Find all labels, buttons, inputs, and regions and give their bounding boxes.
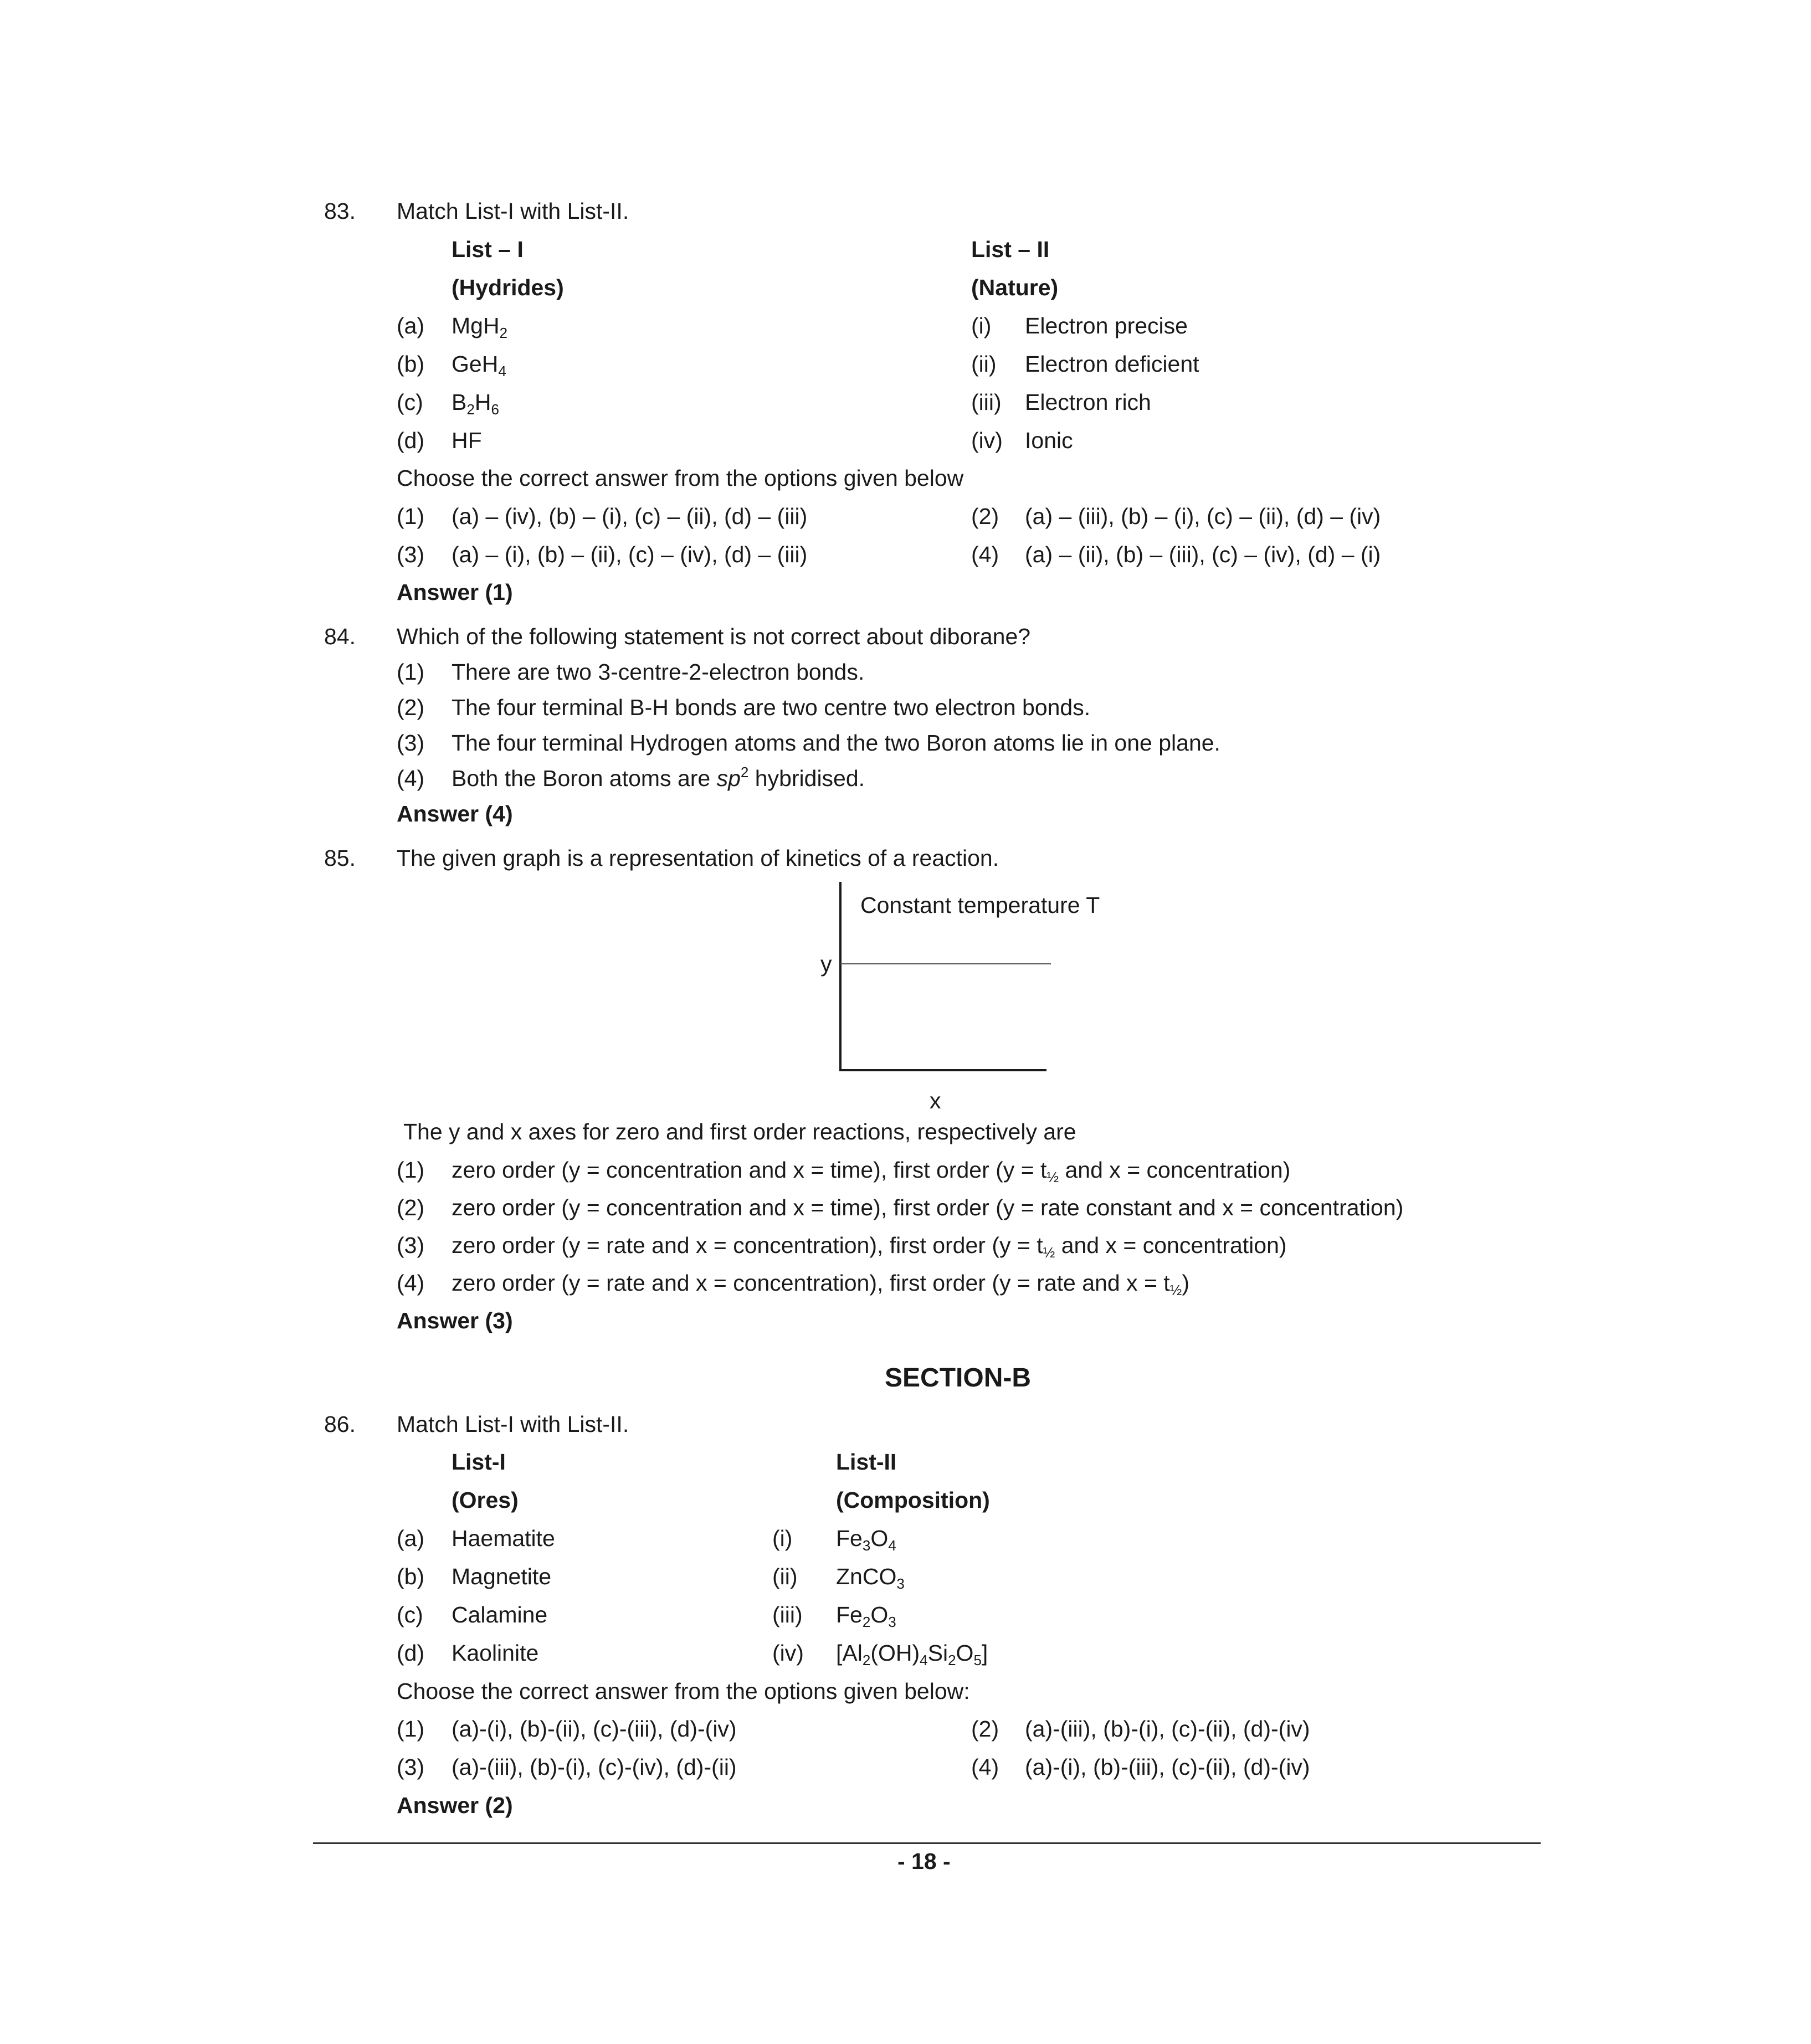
option-number: (1) bbox=[397, 659, 425, 685]
question-number: 85. bbox=[324, 845, 356, 871]
option-number: (4) bbox=[971, 542, 999, 567]
question-stem: Match List-I with List-II. bbox=[397, 1411, 629, 1437]
list-item-text: ZnCO$_3$ bbox=[836, 1564, 905, 1592]
option-text: Both the Boron atoms are $sp^2$ hybridised. bbox=[452, 764, 865, 791]
answer: Answer (2) bbox=[397, 1793, 513, 1818]
option-text: (a)-(iii), (b)-(i), (c)-(iv), (d)-(ii) bbox=[452, 1754, 737, 1780]
question-stem: Match List-I with List-II. bbox=[397, 198, 629, 224]
question-number: 83. bbox=[324, 198, 356, 224]
option-text: (a) – (iii), (b) – (i), (c) – (ii), (d) – (iv) bbox=[1025, 504, 1381, 529]
option-number: (1) bbox=[397, 1157, 425, 1183]
list-item-text: Electron rich bbox=[1025, 389, 1151, 415]
option-number: (3) bbox=[397, 730, 425, 756]
option-number: (1) bbox=[397, 1716, 425, 1742]
list-item-label: (d) bbox=[397, 428, 425, 453]
option-text: The four terminal Hydrogen atoms and the two Boron atoms lie in one plane. bbox=[452, 730, 1220, 756]
option-text: There are two 3-centre-2-electron bonds. bbox=[452, 659, 865, 685]
option-number: (3) bbox=[397, 1232, 425, 1258]
option-number: (2) bbox=[971, 1716, 999, 1742]
option-number: (3) bbox=[397, 1754, 425, 1780]
footer-rule bbox=[313, 1842, 1541, 1844]
option-text: (a)-(iii), (b)-(i), (c)-(ii), (d)-(iv) bbox=[1025, 1716, 1310, 1742]
list-item-label: (iv) bbox=[772, 1640, 804, 1666]
graph-label: Constant temperature T bbox=[860, 892, 1100, 918]
list-item-label: (b) bbox=[397, 351, 425, 377]
list-item-label: (iv) bbox=[971, 428, 1003, 453]
option-text: (a) – (i), (b) – (ii), (c) – (iv), (d) – (iii) bbox=[452, 542, 808, 567]
list-item-text: Haematite bbox=[452, 1526, 555, 1551]
list-item-text: Electron deficient bbox=[1025, 351, 1199, 377]
list2-title: List-II bbox=[836, 1449, 897, 1475]
list-item-label: (a) bbox=[397, 313, 425, 338]
question-number: 86. bbox=[324, 1411, 356, 1437]
list1-subtitle: (Hydrides) bbox=[452, 275, 564, 300]
question-text: The y and x axes for zero and first order reactions, respectively are bbox=[403, 1119, 1076, 1144]
list-item-label: (a) bbox=[397, 1526, 425, 1551]
section-heading: SECTION-B bbox=[885, 1363, 1031, 1393]
option-text: (a) – (ii), (b) – (iii), (c) – (iv), (d) – (i) bbox=[1025, 542, 1381, 567]
list-item-label: (c) bbox=[397, 389, 423, 415]
page-number: - 18 - bbox=[897, 1848, 951, 1874]
list-item-label: (i) bbox=[772, 1526, 793, 1551]
list-item-text: $Fe_2O_3$ bbox=[836, 1602, 896, 1630]
list-item-label: (iii) bbox=[971, 389, 1002, 415]
list-item-text: HF bbox=[452, 428, 482, 453]
list-item-label: (c) bbox=[397, 1602, 423, 1627]
list-item-label: (d) bbox=[397, 1640, 425, 1666]
list-item-text: MgH$_2$ bbox=[452, 313, 508, 341]
list-item-label: (ii) bbox=[772, 1564, 798, 1589]
list-item-label: (i) bbox=[971, 313, 992, 338]
option-number: (2) bbox=[397, 1195, 425, 1220]
option-text: (a)-(i), (b)-(iii), (c)-(ii), (d)-(iv) bbox=[1025, 1754, 1310, 1780]
option-text: (a)-(i), (b)-(ii), (c)-(iii), (d)-(iv) bbox=[452, 1716, 737, 1742]
option-number: (3) bbox=[397, 542, 425, 567]
option-number: (2) bbox=[971, 504, 999, 529]
list-item-label: (ii) bbox=[971, 351, 997, 377]
question-stem: Which of the following statement is not correct about diborane? bbox=[397, 624, 1031, 649]
list2-subtitle: (Composition) bbox=[836, 1487, 990, 1513]
list-item-text: Electron precise bbox=[1025, 313, 1188, 338]
list2-subtitle: (Nature) bbox=[971, 275, 1059, 300]
list-item-text: GeH$_4$ bbox=[452, 351, 506, 379]
answer: Answer (1) bbox=[397, 579, 513, 605]
y-axis-label: y bbox=[820, 951, 832, 977]
list-item-text: Ionic bbox=[1025, 428, 1073, 453]
option-number: (1) bbox=[397, 504, 425, 529]
answer: Answer (4) bbox=[397, 801, 513, 826]
list-item-text: $[Al_2(OH)_4Si_2O_5]$ bbox=[836, 1640, 988, 1668]
x-axis-label: x bbox=[930, 1088, 941, 1113]
list1-title: List-I bbox=[452, 1449, 506, 1475]
list-item-text: Kaolinite bbox=[452, 1640, 539, 1666]
list-item-label: (iii) bbox=[772, 1602, 803, 1627]
list-item-text: $Fe_3O_4$ bbox=[836, 1526, 896, 1554]
list1-subtitle: (Ores) bbox=[452, 1487, 519, 1513]
option-text: zero order (y = rate and x = concentration), first order ($y = t_{\frac{1}{2}}$ and x = concentration) bbox=[452, 1232, 1287, 1261]
option-text: zero order (y = rate and x = concentration), first order (y = rate and $x = t_{\frac{1}{2}}$) bbox=[452, 1270, 1190, 1298]
list-item-label: (b) bbox=[397, 1564, 425, 1589]
option-text: zero order (y = concentration and x = time), first order (y = rate constant and x = concentration) bbox=[452, 1195, 1404, 1220]
list-item-text: Magnetite bbox=[452, 1564, 552, 1589]
option-number: (4) bbox=[971, 1754, 999, 1780]
option-text: zero order (y = concentration and x = time), first order ($y = t_{\frac{1}{2}}$ and x = concentration) bbox=[452, 1157, 1291, 1185]
list1-title: List – I bbox=[452, 237, 524, 262]
list2-title: List – II bbox=[971, 237, 1050, 262]
list-item-text: $B_2H_6$ bbox=[452, 389, 499, 418]
question-stem: The given graph is a representation of kinetics of a reaction. bbox=[397, 845, 999, 871]
list-item-text: Calamine bbox=[452, 1602, 548, 1627]
option-number: (4) bbox=[397, 766, 425, 791]
option-text: (a) – (iv), (b) – (i), (c) – (ii), (d) – (iii) bbox=[452, 504, 808, 529]
question-number: 84. bbox=[324, 624, 356, 649]
choose-instruction: Choose the correct answer from the options given below: bbox=[397, 1678, 970, 1704]
option-text: The four terminal B-H bonds are two centre two electron bonds. bbox=[452, 695, 1091, 720]
choose-instruction: Choose the correct answer from the options given below bbox=[397, 465, 964, 491]
option-number: (2) bbox=[397, 695, 425, 720]
answer: Answer (3) bbox=[397, 1308, 513, 1333]
option-number: (4) bbox=[397, 1270, 425, 1296]
